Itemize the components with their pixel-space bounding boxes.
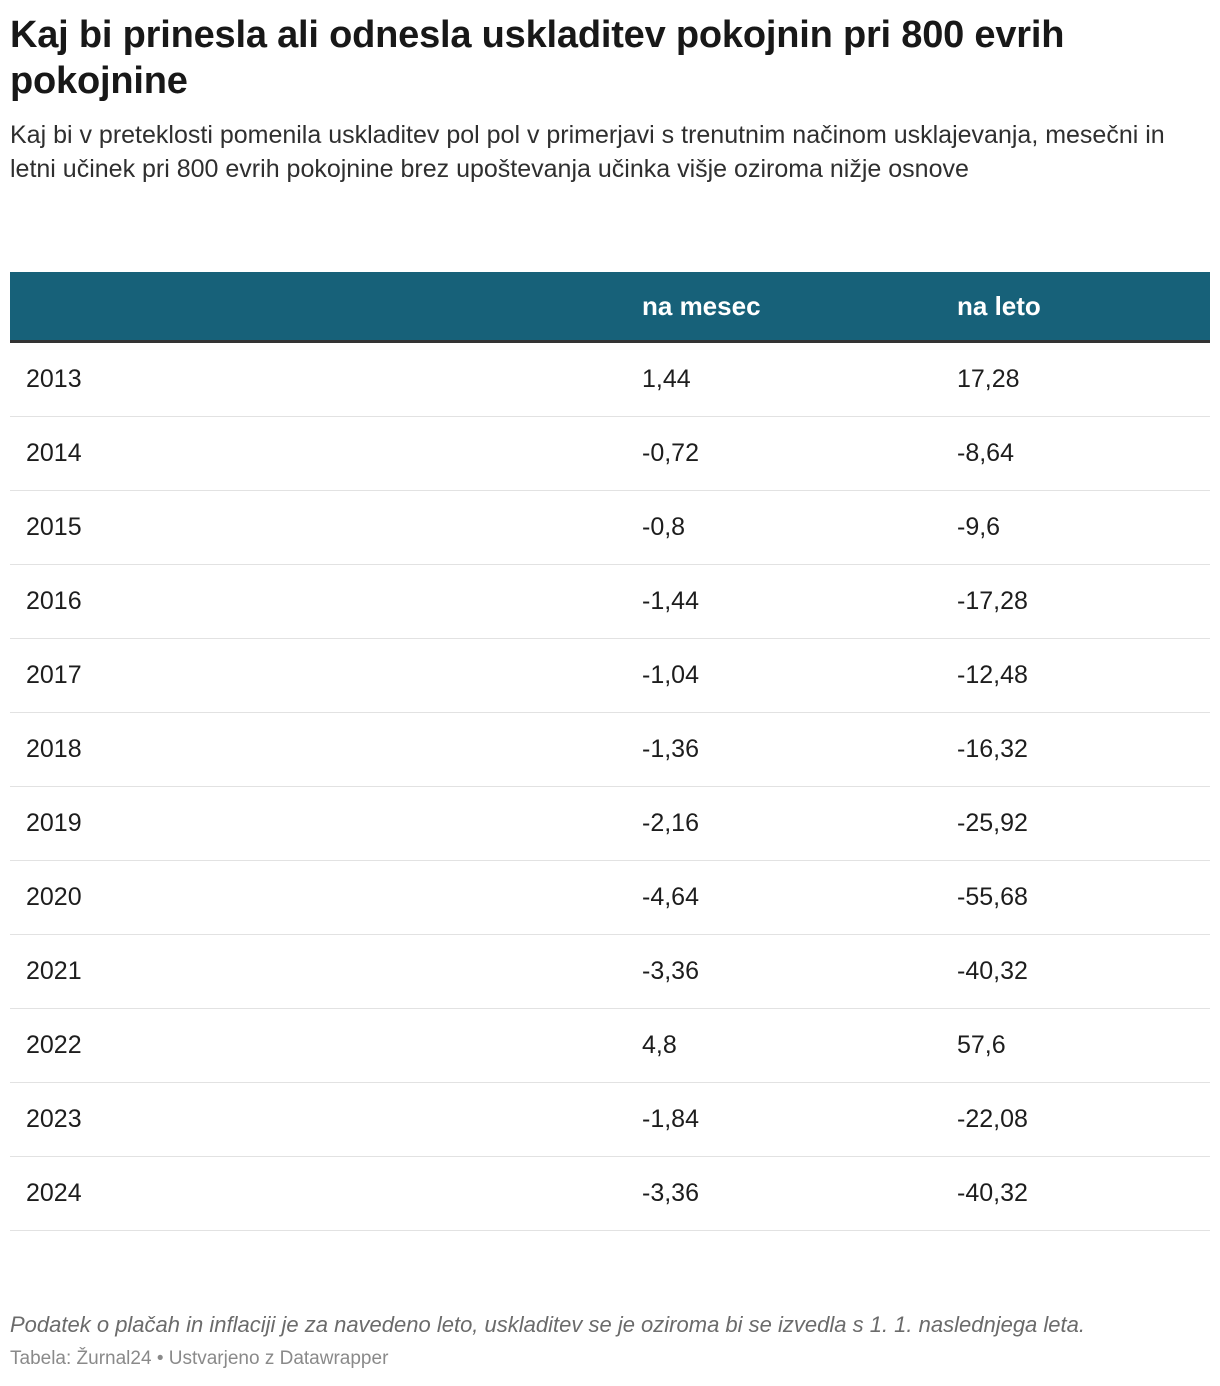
cell-per-month: 4,8 [642,1009,957,1083]
cell-per-month: -2,16 [642,787,957,861]
cell-per-month: -1,04 [642,639,957,713]
table-row [10,417,1210,491]
table-body [10,342,1210,1231]
chart-note: Podatek o plačah in inflaciji je za navedeno leto, uskladitev se je oziroma bi se izvedla s 1. 1. naslednjega leta. [10,1312,1085,1337]
cell-per-month: -4,64 [642,861,957,935]
cell-per-year: -16,32 [957,713,1210,787]
cell-year: 2019 [10,787,642,861]
cell-per-month: -1,36 [642,713,957,787]
cell-year: 2013 [10,342,642,417]
cell-year: 2022 [10,1009,642,1083]
cell-year: 2015 [10,491,642,565]
header-year[interactable] [10,272,642,342]
cell-year: 2018 [10,713,642,787]
chart-container [10,0,1210,1369]
table-row [10,491,1210,565]
cell-per-month: 1,44 [642,342,957,417]
cell-per-month: -0,72 [642,417,957,491]
header-per-month[interactable]: na mesec [642,272,957,342]
cell-per-year: -17,28 [957,565,1210,639]
cell-per-year: -25,92 [957,787,1210,861]
cell-per-year: -9,6 [957,491,1210,565]
cell-year: 2021 [10,935,642,1009]
cell-per-year: -55,68 [957,861,1210,935]
table-row [10,935,1210,1009]
chart-title: Kaj bi prinesla ali odnesla uskladitev pokojnin pri 800 evrih pokojnine [10,14,1065,102]
chart-subtitle: Kaj bi v preteklosti pomenila uskladitev pol pol v primerjavi s trenutnim načinom usklajevanja, mesečni in letni učinek pri 800 evrih pokojnine brez upoštevanja učinka višje oziroma nižje osnove [10,121,1165,183]
table-row [10,565,1210,639]
chart-footer [10,1310,1210,1372]
chart-source: Tabela: Žurnal24 • Ustvarjeno z Datawrapper [10,1348,389,1369]
cell-per-year: -40,32 [957,1157,1210,1231]
data-table [10,272,1210,1231]
cell-per-month: -1,84 [642,1083,957,1157]
table-row [10,1083,1210,1157]
cell-year: 2016 [10,565,642,639]
table-row [10,787,1210,861]
cell-per-year: -8,64 [957,417,1210,491]
table-row [10,639,1210,713]
header-per-year[interactable]: na leto [957,272,1210,342]
cell-per-month: -3,36 [642,1157,957,1231]
cell-per-month: -1,44 [642,565,957,639]
cell-year: 2014 [10,417,642,491]
table-row [10,1009,1210,1083]
cell-per-year: 17,28 [957,342,1210,417]
cell-year: 2024 [10,1157,642,1231]
cell-per-month: -0,8 [642,491,957,565]
table-row [10,861,1210,935]
table-row [10,1157,1210,1231]
cell-per-year: -22,08 [957,1083,1210,1157]
cell-per-year: 57,6 [957,1009,1210,1083]
table-row [10,342,1210,417]
cell-per-year: -12,48 [957,639,1210,713]
cell-year: 2023 [10,1083,642,1157]
cell-year: 2017 [10,639,642,713]
table-row [10,713,1210,787]
cell-per-month: -3,36 [642,935,957,1009]
cell-per-year: -40,32 [957,935,1210,1009]
cell-year: 2020 [10,861,642,935]
table-header-row [10,272,1210,342]
